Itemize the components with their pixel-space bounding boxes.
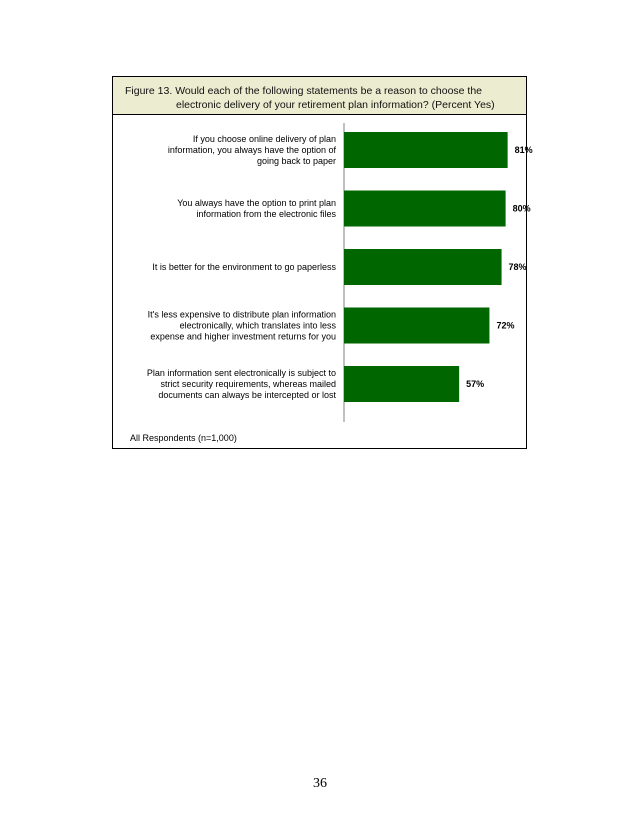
bar-1	[344, 132, 508, 168]
value-label-4: 72%	[496, 320, 515, 331]
category-label-3: It is better for the environment to go paperless	[152, 262, 336, 272]
figure-title-line1: Figure 13. Would each of the following statements be a reason to choose the	[125, 85, 483, 97]
respondents-note: All Respondents (n=1,000)	[130, 433, 237, 443]
bar-5	[344, 366, 459, 402]
value-label-3: 78%	[508, 262, 527, 272]
category-label-2: You always have the option to print plan information from the electronic files	[177, 198, 336, 219]
value-label-5: 57%	[466, 379, 485, 389]
value-label-1: 81%	[514, 145, 533, 155]
bar-4	[344, 308, 489, 344]
category-label-1: If you choose online delivery of plan information, you always have the option of going back to paper	[167, 134, 336, 166]
category-label-5: Plan information sent electronically is subject to strict security requirements, whereas mailed documents can always be intercepted or lost	[146, 368, 336, 400]
category-label-4: It's less expensive to distribute plan information electronically, which translates into less expense and higher investment returns for you	[147, 309, 336, 342]
bar-chart	[113, 77, 533, 450]
figure-title-line2: electronic delivery of your retirement plan information? (Percent Yes)	[176, 99, 495, 111]
bar-2	[344, 191, 506, 227]
figure-frame	[112, 76, 533, 449]
bar-3	[344, 249, 502, 285]
page-number: 36	[313, 776, 327, 791]
value-label-2: 80%	[512, 203, 531, 214]
